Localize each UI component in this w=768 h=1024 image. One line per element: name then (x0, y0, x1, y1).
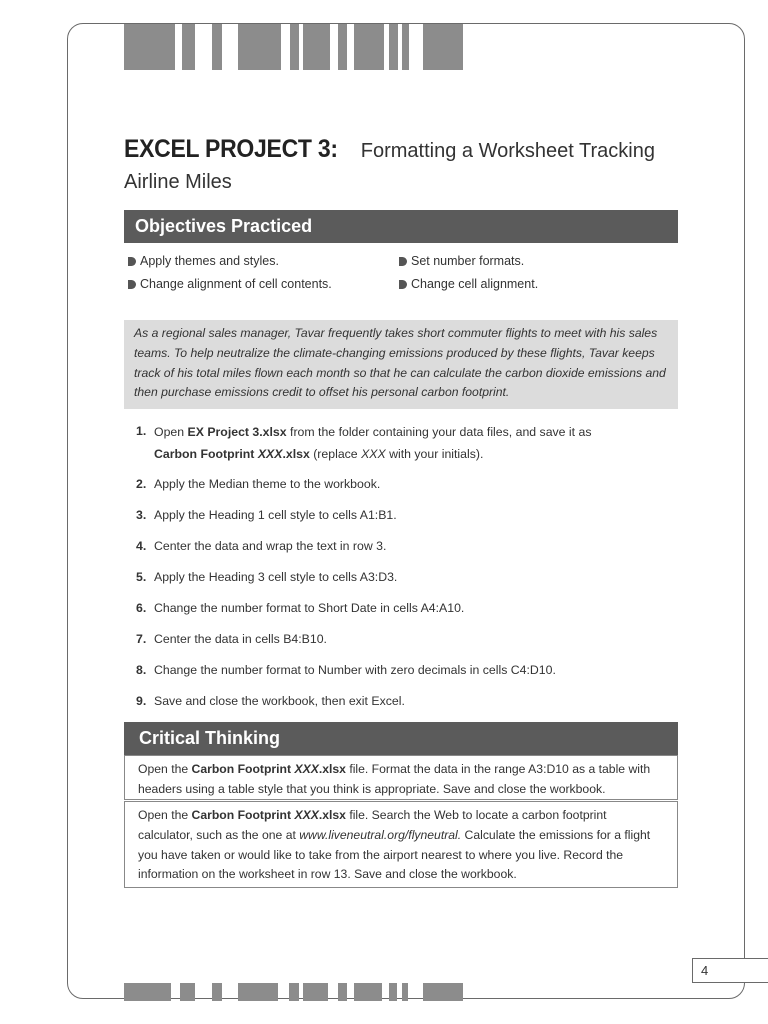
deco-block (180, 983, 195, 1001)
objective-text: Change alignment of cell contents. (140, 277, 332, 291)
bullet-icon (128, 257, 136, 266)
step-text: Apply the Median theme to the workbook. (154, 477, 381, 491)
deco-block (124, 983, 171, 1001)
step-number: 8. (136, 663, 147, 677)
objective-item (399, 277, 538, 291)
step-text: Center the data and wrap the text in row 3. (154, 539, 387, 553)
deco-block (303, 983, 328, 1001)
deco-block (338, 983, 347, 1001)
deco-block (182, 24, 195, 70)
step-text: Change the number format to Short Date in cells A4:A10. (154, 601, 465, 615)
step-number: 6. (136, 601, 147, 615)
step-text: Center the data in cells B4:B10. (154, 632, 327, 646)
scenario-paragraph: As a regional sales manager, Tavar frequently takes short commuter flights to meet with his sales teams. To help neutralize the climate-changing emissions produced by these flights, Tavar keeps track of his total miles flown each month so that he can calculate the carbon dioxide emissions and then purchase emissions credit to offset his personal carbon footprint. (124, 320, 678, 409)
page-number: 4 (692, 958, 768, 983)
deco-block (289, 983, 299, 1001)
deco-block (423, 983, 463, 1001)
deco-block (290, 24, 299, 70)
deco-block (389, 983, 397, 1001)
title-text: Formatting a Worksheet Tracking (360, 140, 655, 162)
deco-block (212, 24, 222, 70)
bullet-icon (399, 257, 407, 266)
deco-block (423, 24, 463, 70)
deco-block (303, 24, 330, 70)
objectives-heading: Objectives Practiced (124, 210, 678, 243)
objective-text: Change cell alignment. (411, 277, 539, 291)
critical-thinking-box-1: Open the Carbon Footprint XXX.xlsx file. Format the data in the range A3:D10 as a table with headers using a table style that you think is appropriate. Save and close the workbook. (124, 755, 678, 800)
step-number: 3. (136, 508, 147, 522)
deco-block (402, 24, 409, 70)
step-text: Apply the Heading 1 cell style to cells A1:B1. (154, 508, 397, 522)
step-number: 2. (136, 477, 147, 491)
deco-block (354, 24, 384, 70)
step-text: Change the number format to Number with zero decimals in cells C4:D10. (154, 663, 556, 677)
step-text: Apply the Heading 3 cell style to cells A3:D3. (154, 570, 398, 584)
bullet-icon (128, 280, 136, 289)
objective-item (128, 254, 279, 268)
step-number: 5. (136, 570, 147, 584)
deco-block (389, 24, 398, 70)
title-text-line2: Airline Miles (124, 171, 232, 193)
bullet-icon (399, 280, 407, 289)
deco-block (238, 24, 281, 70)
critical-thinking-heading: Critical Thinking (124, 722, 678, 755)
objective-text: Set number formats. (411, 254, 525, 268)
title-project-label: EXCEL PROJECT 3: (124, 135, 338, 163)
deco-block (238, 983, 278, 1001)
deco-block (402, 983, 408, 1001)
step-number: 1. (136, 424, 147, 438)
deco-block (354, 983, 382, 1001)
objective-item (128, 277, 332, 291)
deco-block (212, 983, 222, 1001)
step-text: Save and close the workbook, then exit Excel. (154, 694, 405, 708)
deco-block (124, 24, 175, 70)
objective-item (399, 254, 524, 268)
deco-block (338, 24, 347, 70)
step-number: 4. (136, 539, 147, 553)
step-number: 7. (136, 632, 147, 646)
critical-thinking-box-2: Open the Carbon Footprint XXX.xlsx file. Search the Web to locate a carbon footprint calculator, such as the one at www.liveneutral.org/flyneutral. Calculate the emissions for a flight you have taken or would like to take from the airport nearest to where you live. Record the information on the worksheet in row 13. Save and close the workbook. (124, 801, 678, 888)
step-text: Open EX Project 3.xlsx from the folder containing your data files, and save it as Carbon Footprint XXX.xlsx (replace XXX with your initials). (154, 425, 592, 461)
objective-text: Apply themes and styles. (140, 254, 279, 268)
step-number: 9. (136, 694, 147, 708)
page-title (124, 133, 684, 195)
